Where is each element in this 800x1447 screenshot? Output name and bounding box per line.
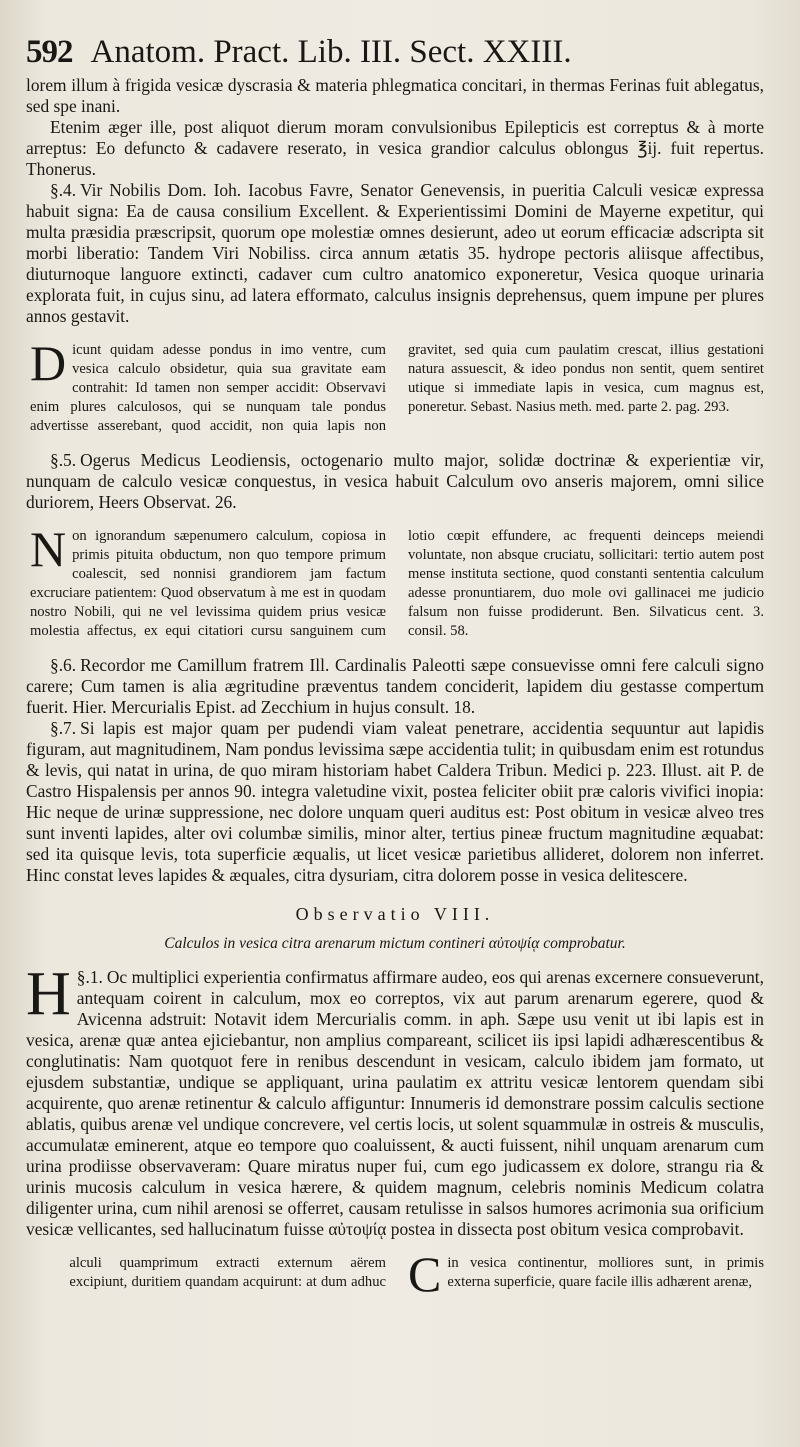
paragraph-continuation: lorem illum à frigida vesicæ dyscrasia & materia phlegmatica concitari, in thermas Ferinas fuit ablegatus, sed spe inani.: [26, 75, 764, 116]
paragraph-etenim: Etenim æger ille, post aliquot dierum moram convulsionibus Epilepticis est correptus & à morte arreptus: Eo defuncto & cadavere reserato, in vesica grandior calculus oblongus ℥ij. fuit repertus. Thonerus.: [26, 117, 764, 179]
main-text-s6-s7: [26, 655, 764, 886]
section-6-text: Recordor me Camillum fratrem Ill. Cardinalis Paleotti sæpe consuevisse omni fere calculi signo carere; Cum tamen is alia ægritudine præventus tandem conciderit, lapidem diu gestasse compertum fuerit. Hier. Mercurialis Epist. ad Zecchium in hujus consult. 18.: [26, 655, 764, 717]
drop-cap: H: [26, 960, 71, 1028]
drop-cap: D: [30, 335, 67, 391]
section-5-text: Ogerus Medicus Leodiensis, octogenario multo major, solidæ doctrinæ & experientiæ vir, nunquam de calculo vesicæ conquestus, in vesica habuit Calculum ovo anseris majorem, omni silice duriorem, Heers Observat. 26.: [26, 450, 764, 512]
section-6: [26, 655, 764, 718]
drop-cap: C: [408, 1246, 442, 1302]
note-2-text: on ignorandum sæpenumero calculum, copiosa in primis pituita obductum, non quo tempore primum coalescit, sed nonnisi grandiorem jam factum excruciare patientem: Quod observatum à me est in quodam nostro Nobili, qui ne vel levissima quidem prius vesicæ molestia affectus, ex equi citatiori cursu sanguinem cum lotio cœpit effundere, ac frequenti deinceps meiendi voluntate, non absque cruciatu, sollicitari: tertio autem post mense instituta sectione, quod constanti sententia calculum adesse pronuntiarem, duo mole ovi gallinacei me judicio falsum non fuisse prodiderunt. Ben. Silvaticus cent. 3. consil. 58.: [30, 528, 764, 639]
main-text-s5: [26, 450, 764, 513]
section-1-text: Oc multiplici experientia confirmatus affirmare audeo, eos qui arenas excernere consueverunt, antequam coirent in calculum, mox eo correptos, vix aut parum arenarum egerere, quod & Avicenna adstruit: Notavit idem Mercurialis comm. in aph. Sæpe usu venit ut ibi lapis est in vesica, arenæ quæ antea ejiciebantur, non amplius compareant, scilicet iis ipsi lapidi adhærescentibus & conglutinatis: Nam quotquot fere in renibus descendunt in vesicam, calculo ibidem jam formato, ut ejusdem substantiæ, undique se appliquant, urina paulatim ex attritu vesicæ lentorem quendam sibi acquirente, quo arenæ retinentur & calculo affiguntur: Innumeris id demonstrare possim calculis sectione ablatis, quibus arenæ vel undique concrevere, vel certis locis, ut solent squammulæ in ostreis & musculis, accumulatæ eminerent, atque eo tempore quo coaluissent, & aucti fuissent, nihil unquam arenarum cum urina prodiisse observaveram: Quare miratus nuper fui, cum ego judicassem ex dolore, strangu ria & urinis mucosis calculum in vesica hærere, & quidem magnum, celebris nominis Medicum colatra diligenter urina, cum nihil arenosi se offerret, causam retulisse in salsos humores acrimonia sua orificium vesicæ vellicantes, sed hallucinatum fuisse αὐτοψίᾳ postea in dissecta post obitum vesica comprobavit.: [26, 967, 764, 1239]
observation-subtitle: Calculos in vesica citra arenarum mictum contineri αὐτοψίᾳ comprobatur.: [164, 935, 626, 952]
main-text-top: [26, 75, 764, 327]
running-head: [26, 34, 764, 71]
running-title: Anatom. Pract. Lib. III. Sect. XXIII.: [90, 34, 572, 70]
main-text-obs8: [26, 960, 764, 1240]
observation-heading: Observatio VIII.: [295, 904, 495, 924]
section-4: [26, 180, 764, 327]
section-mark: §.5.: [50, 450, 77, 470]
note-3-text: alculi quamprimum extracti externum aërem excipiunt, duritiem quandam acquirunt: at dum adhuc in vesica continentur, molliores sunt, in primis externa superficie, quare facile illis adhærent arenæ,: [69, 1255, 764, 1290]
section-mark: §.1.: [76, 967, 103, 987]
section-mark: §.4.: [50, 180, 77, 200]
commentary-note-2: [30, 521, 764, 641]
section-5: [26, 450, 764, 513]
section-4-text: Vir Nobilis Dom. Ioh. Iacobus Favre, Senator Genevensis, in pueritia Calculi vesicæ expressa habuit signa: Ea de causa consilium Excellent. & Experientissimi Domini de Mayerne expetitur, qui multa præsidia præscripsit, quorum ope molestiæ omnes desierunt, adeo ut eorum efficaciæ adscripta sit morbi liberatio: Tandem Viri Nobiliss. circa annum ætatis 35. hydrope pectoris aliisque affectibus, diuturnoque languore extincti, cadaver cum cultro anatomico exponeretur, Vesica quoque urinaria explorata fuit, in cujus sinu, ad latera efformato, calculus insignis deprehensus, quem impune per plures annos gestavit.: [26, 180, 764, 326]
section-7: [26, 718, 764, 886]
section-mark: §.6.: [50, 655, 77, 675]
section-7-text: Si lapis est major quam per pudendi viam valeat penetrare, accidentia sequuntur aut lapidis figuram, aut magnitudinem, Nam pondus levissima sæpe accidentia tulit; in quibusdam enim est rotundus & levis, qui natat in urina, de quo miram historiam habet Caldera Tribun. Medici p. 223. Illust. ait P. de Castro Hispalensis per annos 90. integra valetudine vixit, postea feliciter obiit præ caloris vivifici inopia: Hic neque de urinæ suppressione, nec dolore unquam queri auditus est: Post obitum in vesicæ alveo tres sunt inventi lapides, alter ovi columbæ similis, minor alter, tertius pineæ fructum magnitudine æquabat: sed ita quisque levis, tota superficie æqualis, ut licet vesicæ parietibus allideret, dolorem non inferret. Hinc constat leves lapides & æquales, citra dysuriam, citra dolorem posse in vesica delitescere.: [26, 718, 764, 885]
page-number: 592: [26, 34, 73, 70]
section-mark: §.7.: [50, 718, 77, 738]
note-1-text: icunt quidam adesse pondus in imo ventre, cum vesica calculo obsidetur, quia sua gravitate eam contrahit: Id tamen non semper accidit: Observavi enim plures calculosos, qui se nunquam tale pondus advertisse asserebant, quod accidit, non quia lapis non gravitet, sed quia cum paulatim crescat, illius gestationi natura assuescit, & ideo pondus non sentit, quem sentiret utique si immediate lapis in vesica, cum magnus est, poneretur. Sebast. Nasius meth. med. parte 2. pag. 293.: [30, 342, 764, 434]
commentary-note-3: [30, 1246, 764, 1302]
section-1: [26, 960, 764, 1240]
drop-cap: N: [30, 521, 67, 577]
commentary-note-1: [30, 335, 764, 436]
